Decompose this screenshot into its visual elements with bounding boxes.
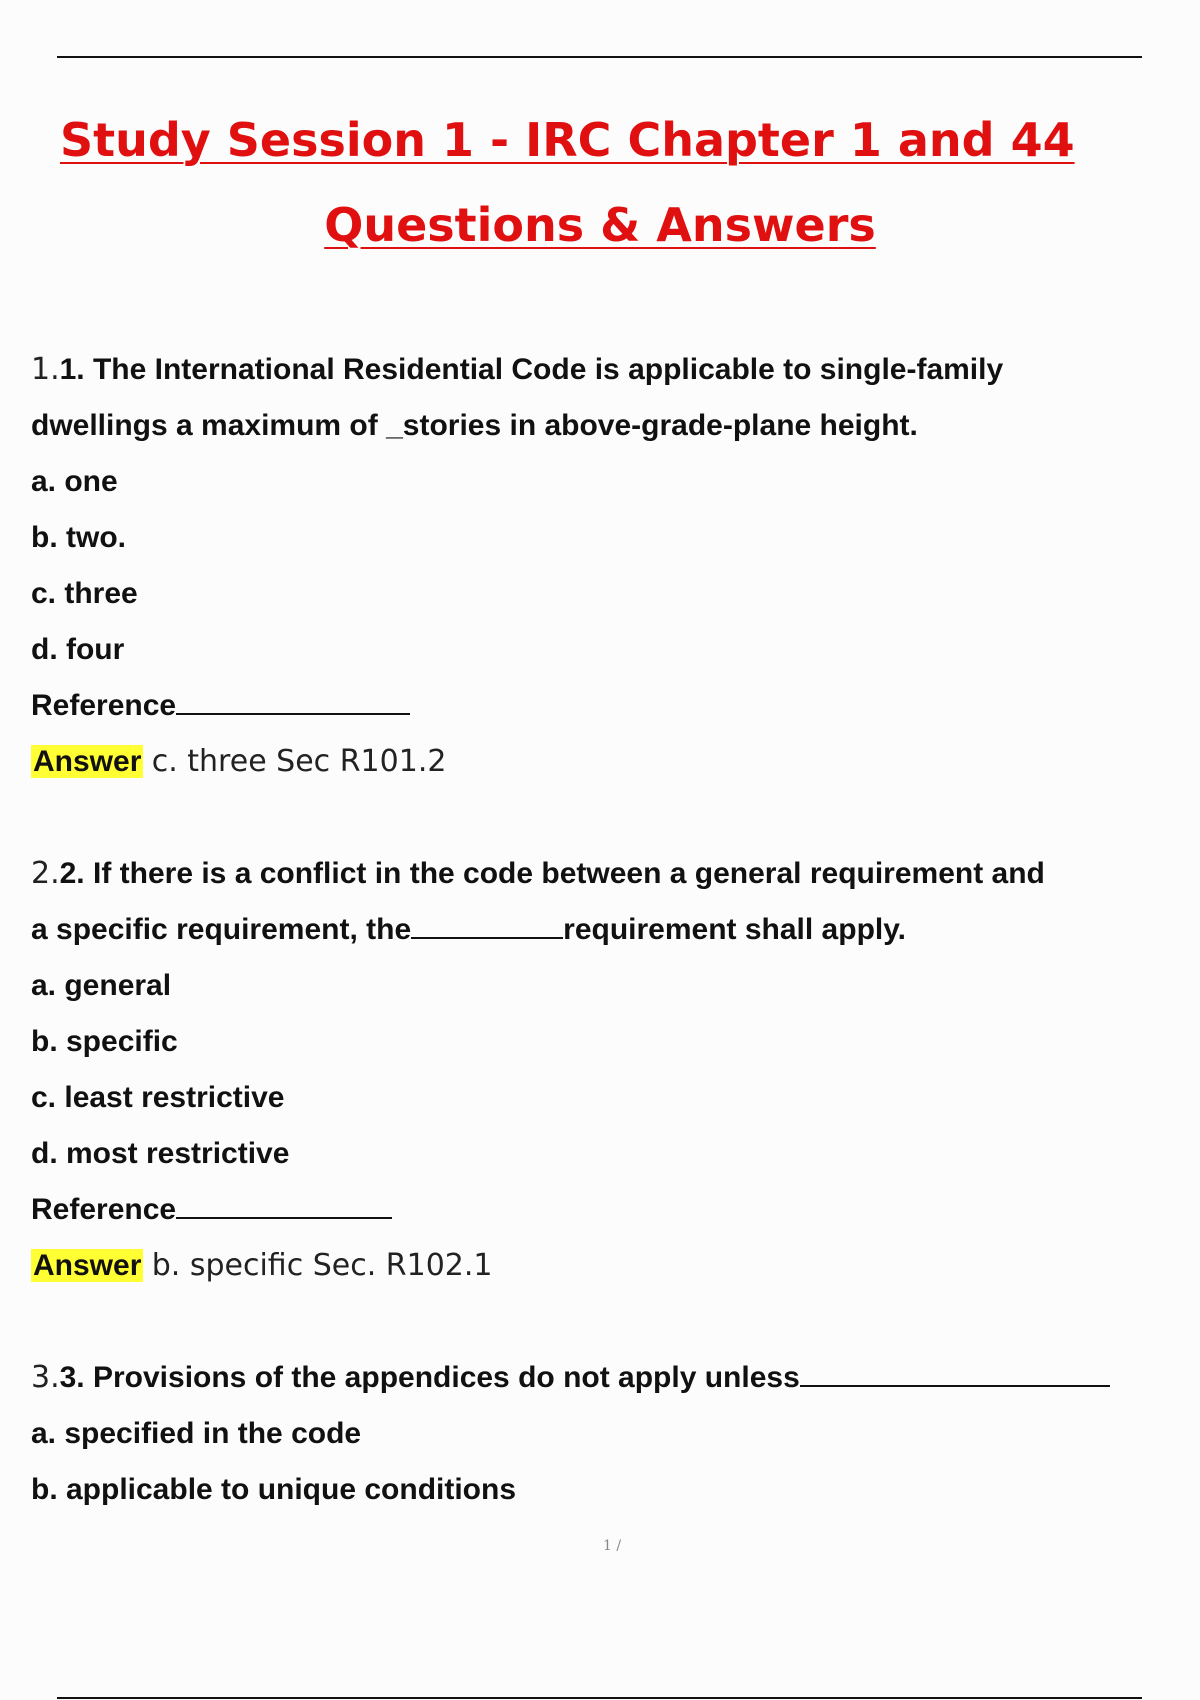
question-text: 1.1. The International Residential Code is applicable to single-family — [31, 352, 1004, 387]
question-number: 3. — [31, 1360, 60, 1395]
option-d: d. most restrictive — [31, 1137, 290, 1170]
fill-in-blank — [800, 1359, 1110, 1387]
option-a: a. one — [31, 465, 118, 498]
reference-blank — [176, 687, 410, 715]
option-a: a. general — [31, 969, 172, 1002]
page-number: 1 / — [603, 1538, 622, 1554]
question-text-continued: a specific requirement, the requirement shall apply. — [31, 913, 907, 946]
question-text: 3.3. Provisions of the appendices do not apply unless — [31, 1350, 1171, 1406]
answer-line — [31, 1238, 1171, 1294]
question-text-continued: dwellings a maximum of _stories in above-grade-plane height. — [31, 409, 918, 442]
question-1 — [31, 342, 1171, 790]
option-b: b. applicable to unique conditions — [31, 1473, 517, 1506]
option-d: d. four — [31, 633, 125, 666]
question-2 — [31, 846, 1171, 1294]
answer-text: b. specific Sec. R102.1 — [151, 1248, 493, 1283]
answer-highlight: Answer — [33, 745, 142, 778]
fill-in-blank — [411, 911, 563, 939]
answer-line — [31, 734, 1171, 790]
answer-highlight: Answer — [33, 1249, 142, 1282]
reference-line: Reference — [31, 1182, 1171, 1238]
question-3 — [31, 1350, 1171, 1518]
bottom-rule — [57, 1697, 1142, 1699]
question-number: 2. — [31, 856, 60, 891]
option-c: c. least restrictive — [31, 1081, 285, 1114]
option-b: b. two. — [31, 521, 126, 554]
answer-text: c. three Sec R101.2 — [151, 744, 447, 779]
option-a: a. specified in the code — [31, 1417, 362, 1450]
option-c: c. three — [31, 577, 138, 610]
document-title: Study Session 1 - IRC Chapter 1 and 44 — [60, 113, 1075, 167]
reference-line: Reference — [31, 678, 1171, 734]
reference-blank — [176, 1191, 392, 1219]
document-subtitle: Questions & Answers — [324, 198, 876, 252]
question-text: 2.2. If there is a conflict in the code between a general requirement and — [31, 856, 1045, 891]
option-b: b. specific — [31, 1025, 178, 1058]
top-rule — [57, 56, 1142, 58]
question-number: 1. — [31, 352, 60, 387]
